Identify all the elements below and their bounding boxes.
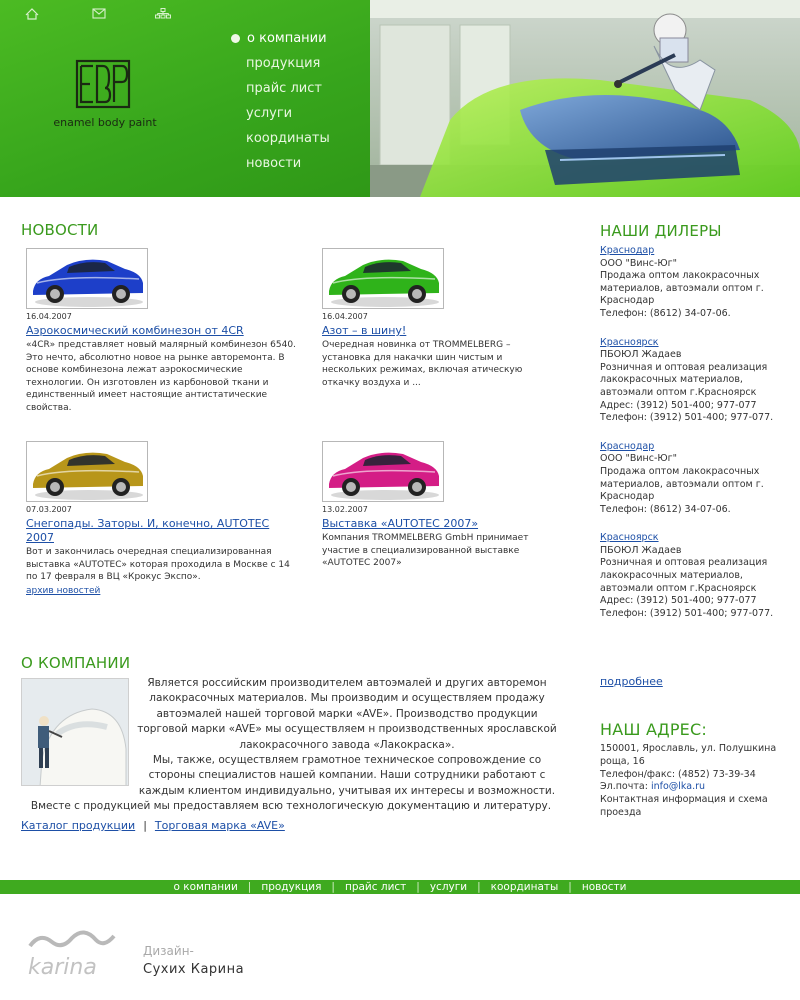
car-illustration-part: [116, 289, 126, 299]
site-header: [0, 0, 800, 197]
footer-nav: [0, 880, 800, 894]
about-paragraph-1: Является российским производителем автоэмалей и других авторемон лакокрасочных материалов. Мы производим и осуществляем продажу автоэмалей нашей торговой марки «AVE». Производство продукции торговой марки «AVE» мы осуществляем н производственных ярославской лакокрасочного завода «Лакокраска».: [137, 677, 557, 751]
dealer-company: ПБОЮЛ Жадаев: [600, 349, 682, 361]
footer-separator: |: [331, 881, 335, 893]
address-section-title: НАШ АДРЕС:: [600, 720, 707, 739]
brand-ave-link[interactable]: Торговая марка «AVE»: [154, 819, 285, 832]
footer-nav-about[interactable]: о компании: [173, 881, 238, 893]
dealer-description: Розничная и оптовая реализация лакокрасочных материалов, автоэмали оптом г.Красноярск: [600, 557, 768, 594]
news-item: [26, 441, 296, 584]
nav-products[interactable]: продукция: [246, 56, 321, 71]
sitemap-icon[interactable]: [155, 8, 171, 20]
logo-letters: EBP: [75, 58, 77, 59]
news-text: Очередная новинка от TROMMELBERG – установка для накачки шин чистым и нескольких режимах, включая атическую откачку воздуха и ...: [322, 340, 523, 388]
news-thumbnail[interactable]: [26, 441, 148, 502]
about-section-title: О КОМПАНИИ: [21, 654, 131, 672]
news-date: 07.03.2007: [26, 505, 72, 514]
news-text: Компания TROMMELBERG GmbH принимает участие в специализированной выставке «AUTOTEC 2007»: [322, 533, 529, 569]
news-item: [26, 248, 296, 415]
dealer-city-link[interactable]: Красноярск: [600, 336, 659, 348]
footer-nav-price-list[interactable]: прайс лист: [344, 881, 407, 893]
dealer-city-link[interactable]: Красноярск: [600, 532, 659, 544]
news-text: Вот и закончилась очередная специализированная выставка «AUTOTEC» которая проходила в Москве с 14 по 17 февраля в ВЦ «Крокус Экспо».: [26, 547, 290, 583]
dealers-more-link[interactable]: подробнее: [600, 675, 663, 688]
address-block: [600, 743, 790, 820]
car-illustration-part: [116, 482, 126, 492]
design-label: Дизайн-: [143, 944, 194, 958]
car-illustration-part: [346, 289, 356, 299]
logo-mark: [75, 58, 131, 110]
designer-name: Сухих Карина: [143, 962, 245, 977]
car-illustration-part: [412, 482, 422, 492]
catalog-link[interactable]: Каталог продукции: [21, 819, 136, 832]
address-email-link[interactable]: info@lka.ru: [650, 781, 706, 793]
news-title-link[interactable]: Аэрокосмический комбинезон от 4CR: [26, 324, 244, 337]
address-phone: Телефон/факс: (4852) 73-39-34: [600, 768, 756, 780]
dealer-company: ПБОЮЛ Жадаев: [600, 544, 682, 556]
about-links: [21, 819, 285, 832]
footer-nav-contacts[interactable]: координаты: [490, 881, 559, 893]
designer-logo[interactable]: [26, 928, 118, 978]
news-item: [322, 441, 552, 570]
footer-separator: |: [477, 881, 481, 893]
news-text: «4CR» представляет новый малярный комбинезон 6540. Это нечто, абсолютно новое на рынке авторемонта. В основе комбинезона лежат аэрокосмические технологии. Он изготовлен из карбоновой ткани и единственный имеет настоящие антистатические свойства.: [26, 340, 296, 413]
about-text: [21, 676, 561, 815]
car-illustration-part: [50, 482, 60, 492]
news-title-link[interactable]: Азот – в шину!: [322, 324, 407, 337]
dealer-phone: Телефон: (3912) 501-400; 977-077.: [600, 412, 774, 424]
dealer-description: Розничная и оптовая реализация лакокрасочных материалов, автоэмали оптом г.Красноярск: [600, 361, 768, 398]
site-logo[interactable]: [50, 54, 160, 134]
dealers-list: [600, 245, 790, 636]
news-date: 16.04.2007: [322, 312, 368, 321]
news-date: 16.04.2007: [26, 312, 72, 321]
nav-news[interactable]: новости: [246, 156, 302, 171]
hero-image: [370, 0, 800, 197]
about-paragraph-2: Мы, также, осуществляем грамотное техническое сопровождение со стороны специалистов нашей компании. Наши сотрудники работают с каждым клиентом индивидуально, учитывая их интересы и возможности. Вместе с продукцией мы предоставляем всю технологическую документацию и литературу.: [30, 754, 556, 813]
footer-nav-services[interactable]: услуги: [429, 881, 468, 893]
dealers-section-title: НАШИ ДИЛЕРЫ: [600, 222, 722, 240]
address-email-label: Эл.почта:: [600, 781, 648, 793]
main-nav: [246, 26, 330, 176]
address-contacts-note: Контактная информация и схема проезда: [600, 794, 768, 818]
dealer-item: [600, 441, 790, 517]
news-date: 13.02.2007: [322, 505, 368, 514]
dealer-phone: Телефон: (8612) 34-07-06.: [600, 503, 731, 515]
footer-separator: |: [568, 881, 572, 893]
dealer-city-link[interactable]: Краснодар: [600, 245, 655, 256]
dealer-phone: Телефон: (3912) 501-400; 977-077.: [600, 607, 774, 619]
dealer-city-link[interactable]: Краснодар: [600, 440, 655, 452]
footer-nav-news[interactable]: новости: [581, 881, 627, 893]
news-item: [322, 248, 552, 389]
home-icon[interactable]: [24, 8, 40, 20]
link-separator: |: [143, 819, 147, 832]
dealer-description: Продажа оптом лакокрасочных материалов, автоэмали оптом г. Краснодар: [600, 465, 764, 503]
dealer-item: [600, 532, 790, 620]
dealer-phone: Телефон: (8612) 34-07-06.: [600, 307, 731, 319]
car-illustration-part: [50, 289, 60, 299]
dealer-address: Адрес: (3912) 501-400; 977-077: [600, 399, 757, 411]
nav-about[interactable]: о компании: [246, 26, 330, 51]
logo-subtitle: enamel body paint: [53, 116, 157, 129]
news-section-title: НОВОСТИ: [21, 221, 99, 239]
address-street: 150001, Ярославль, ул. Полушкина роща, 16: [600, 743, 777, 767]
mail-icon[interactable]: [91, 8, 107, 20]
dealer-description: Продажа оптом лакокрасочных материалов, автоэмали оптом г. Краснодар: [600, 270, 764, 307]
nav-price-list[interactable]: прайс лист: [246, 81, 322, 96]
dealer-item: [600, 337, 790, 425]
dealer-company: ООО "Винс-Юг": [600, 257, 677, 269]
news-thumbnail[interactable]: [322, 441, 444, 502]
news-archive-link[interactable]: архив новостей: [26, 586, 101, 596]
news-thumbnail[interactable]: [322, 248, 444, 309]
news-title-link[interactable]: Выставка «AUTOTEC 2007»: [322, 517, 479, 530]
nav-contacts[interactable]: координаты: [246, 131, 330, 146]
dealer-item: [600, 245, 790, 321]
news-thumbnail[interactable]: [26, 248, 148, 309]
designer-logo-text: karina: [28, 955, 97, 978]
footer-separator: |: [416, 881, 420, 893]
dealer-address: Адрес: (3912) 501-400; 977-077: [600, 595, 757, 607]
dealer-company: ООО "Винс-Юг": [600, 453, 677, 465]
car-illustration-part: [346, 482, 356, 492]
active-dot-icon: [231, 34, 240, 43]
footer-separator: |: [247, 881, 252, 893]
nav-services[interactable]: услуги: [246, 106, 293, 121]
footer-nav-products[interactable]: продукция: [261, 881, 322, 893]
news-title-link[interactable]: Снегопады. Заторы. И, конечно, AUTOTEC 2007: [26, 517, 270, 544]
car-illustration-part: [412, 289, 422, 299]
